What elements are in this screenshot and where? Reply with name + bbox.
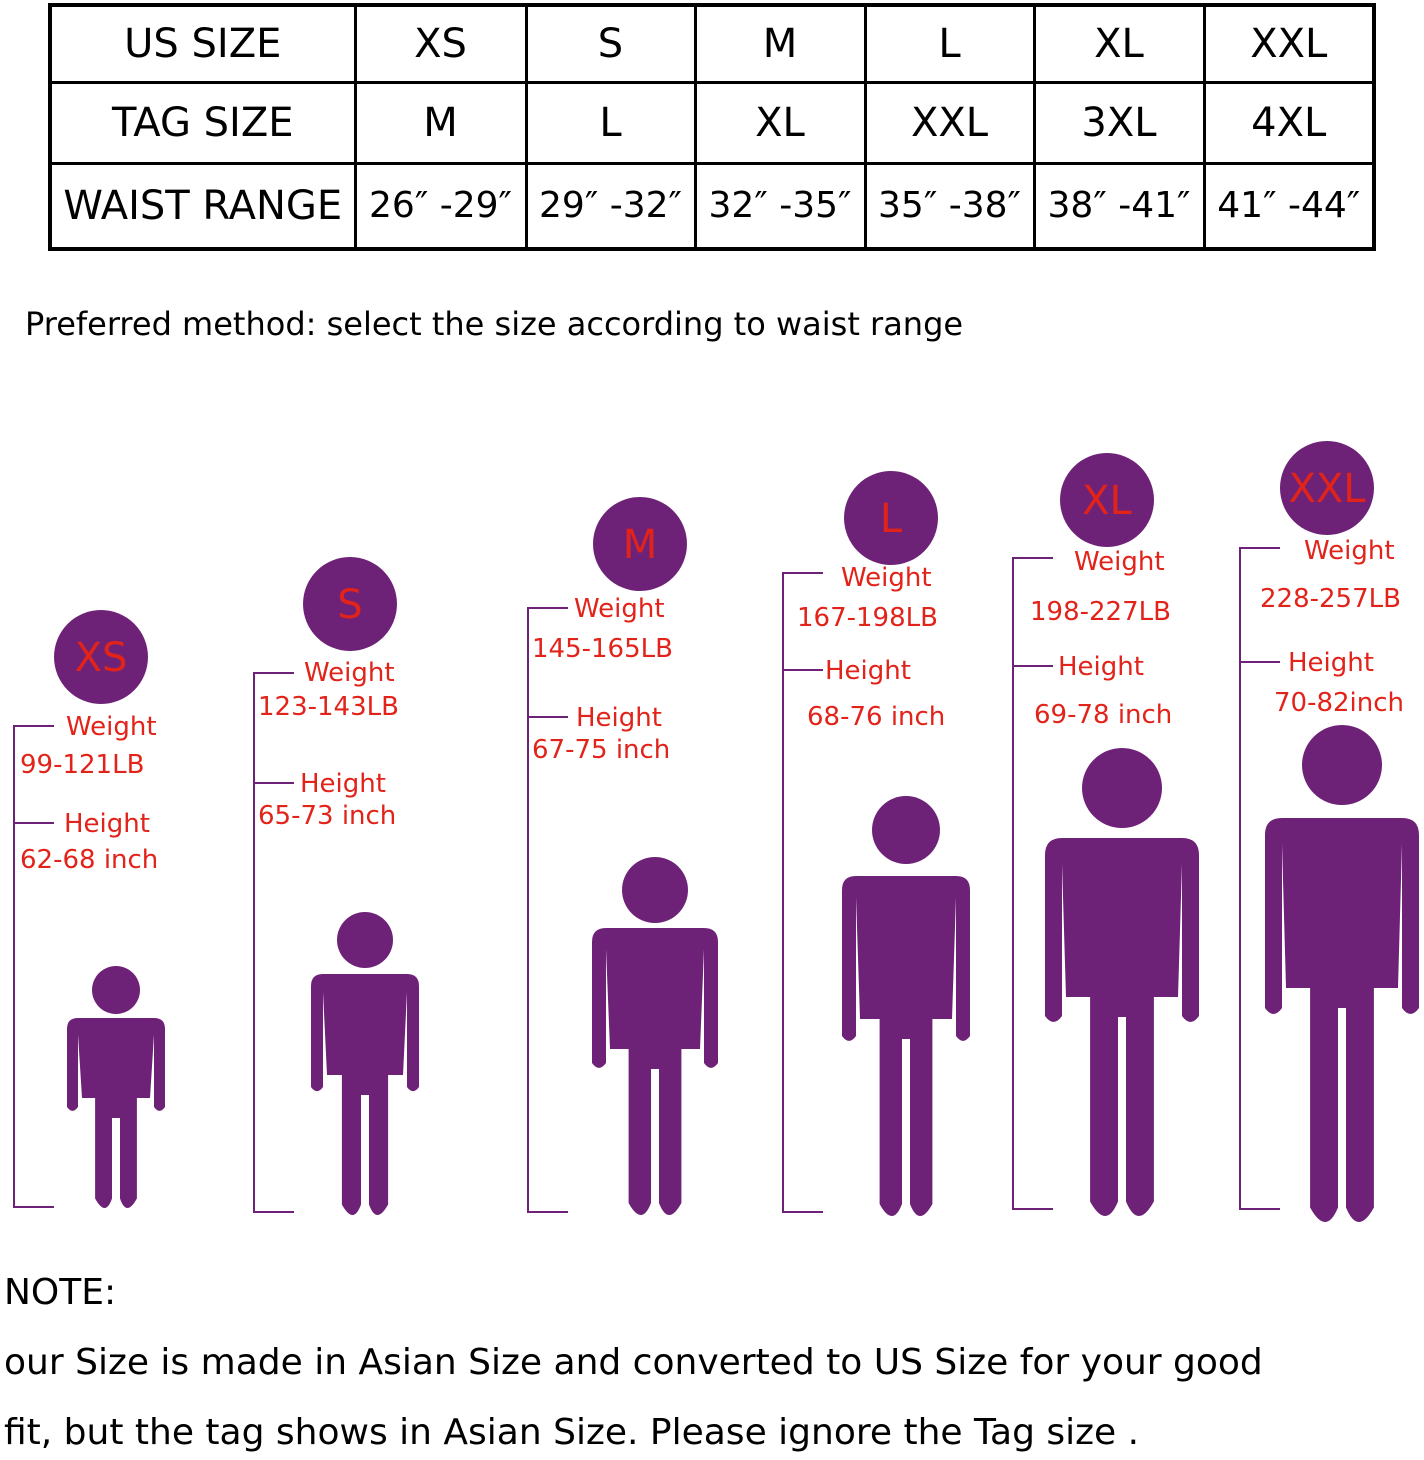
tag-size-cell: XL [695, 83, 865, 164]
waist-range-cell: 26″ -29″ [355, 163, 526, 249]
person-body-icon [311, 974, 419, 1215]
weight-label: Weight [304, 658, 395, 688]
preferred-method-text: Preferred method: select the size according to waist range [25, 305, 964, 343]
weight-label: Weight [1304, 536, 1395, 566]
person-head-icon [872, 796, 940, 864]
weight-label: Weight [841, 563, 932, 593]
waist-range-cell: 38″ -41″ [1034, 163, 1204, 249]
tag-size-cell: XXL [865, 83, 1034, 164]
weight-label: Weight [66, 712, 157, 742]
height-label: Height [300, 769, 386, 799]
person-head-icon [1082, 748, 1162, 828]
person-head-icon [337, 912, 393, 968]
height-value: 69-78 inch [1034, 700, 1173, 730]
size-badge-label: XS [74, 635, 128, 681]
waist-range-cell: 32″ -35″ [695, 163, 865, 249]
tag-size-cell: 4XL [1204, 83, 1374, 164]
tag-size-cell: M [355, 83, 526, 164]
measure-bracket [254, 673, 294, 1212]
row-label-waist-range: WAIST RANGE [50, 163, 355, 249]
person-body-icon [1265, 818, 1419, 1222]
note-line-2: fit, but the tag shows in Asian Size. Please ignore the Tag size . [4, 1412, 1140, 1453]
person-head-icon [622, 857, 688, 923]
measure-bracket [783, 573, 823, 1212]
waist-range-cell: 41″ -44″ [1204, 163, 1374, 249]
person-body-icon [1045, 838, 1199, 1216]
height-label: Height [1288, 648, 1374, 678]
weight-value: 99-121LB [20, 750, 145, 780]
height-value: 68-76 inch [807, 702, 946, 732]
person-head-icon [92, 966, 140, 1014]
person-body-icon [67, 1018, 165, 1208]
us-size-cell: XS [355, 5, 526, 83]
height-value: 62-68 inch [20, 845, 159, 875]
note-line-1: our Size is made in Asian Size and converted to US Size for your good [4, 1342, 1263, 1383]
person-body-icon [592, 928, 718, 1215]
person-body-icon [842, 876, 970, 1216]
measure-bracket [528, 608, 568, 1212]
measure-bracket [14, 726, 54, 1207]
height-label: Height [825, 656, 911, 686]
row-label-tag-size: TAG SIZE [50, 83, 355, 164]
tag-size-cell: L [526, 83, 695, 164]
tag-size-cell: 3XL [1034, 83, 1204, 164]
us-size-cell: XL [1034, 5, 1204, 83]
person-head-icon [1302, 725, 1382, 805]
size-badge-label: XL [1082, 478, 1132, 524]
weight-value: 145-165LB [532, 634, 673, 664]
height-label: Height [64, 809, 150, 839]
us-size-cell: XXL [1204, 5, 1374, 83]
height-value: 67-75 inch [532, 735, 671, 765]
weight-value: 228-257LB [1260, 584, 1401, 614]
waist-range-cell: 29″ -32″ [526, 163, 695, 249]
us-size-cell: M [695, 5, 865, 83]
height-value: 65-73 inch [258, 801, 397, 831]
us-size-cell: L [865, 5, 1034, 83]
size-badge-label: M [622, 522, 658, 568]
waist-range-cell: 35″ -38″ [865, 163, 1034, 249]
size-badge-label: XXL [1288, 466, 1366, 512]
weight-label: Weight [574, 594, 665, 624]
weight-label: Weight [1074, 547, 1165, 577]
height-label: Height [1058, 652, 1144, 682]
height-label: Height [576, 703, 662, 733]
us-size-cell: S [526, 5, 695, 83]
weight-value: 123-143LB [258, 692, 399, 722]
size-badge-label: L [879, 496, 903, 542]
row-label-us-size: US SIZE [50, 5, 355, 83]
size-badge-label: S [337, 582, 363, 628]
height-value: 70-82inch [1274, 688, 1405, 718]
note-title: NOTE: [4, 1272, 117, 1313]
weight-value: 167-198LB [797, 603, 938, 633]
weight-value: 198-227LB [1030, 597, 1171, 627]
